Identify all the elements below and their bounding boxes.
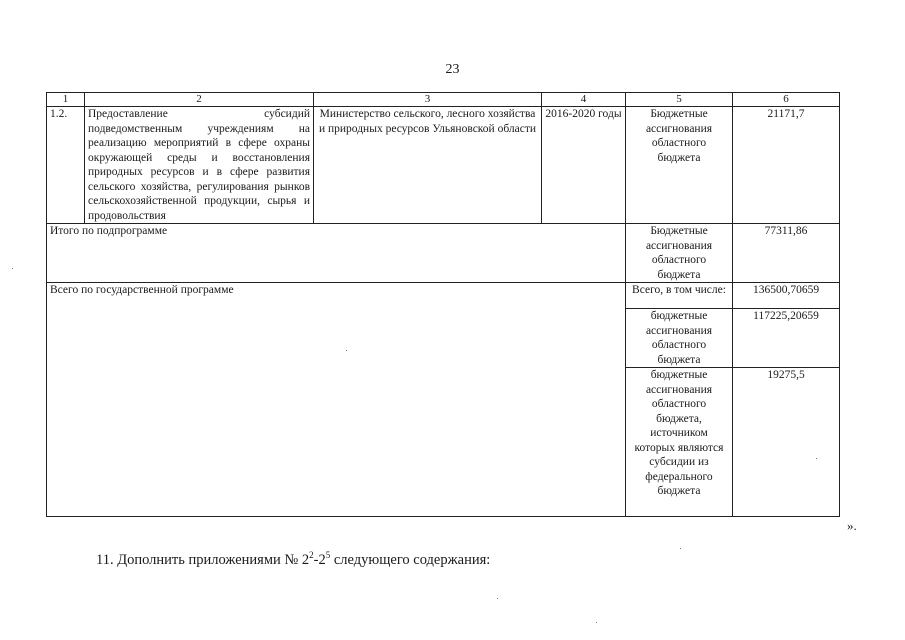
- funding-source-cell: Бюджетные ассигнования областного бюджета: [626, 107, 733, 224]
- amount-cell: 136500,70659: [733, 283, 840, 309]
- scan-speck: [12, 268, 13, 269]
- scan-speck: [346, 350, 347, 351]
- header-cell: 1: [47, 93, 85, 107]
- amendment-paragraph: [96, 550, 490, 569]
- funding-source-cell: Всего, в том числе:: [626, 283, 733, 309]
- grand-total-label: Всего по государственной программе: [47, 283, 626, 517]
- row-number: 1.2.: [47, 107, 85, 224]
- table-row: [47, 107, 840, 224]
- amount-cell: 21171,7: [733, 107, 840, 224]
- amendment-superscript: 5: [325, 550, 331, 560]
- budget-table: [46, 92, 840, 517]
- header-cell: 6: [733, 93, 840, 107]
- subtotal-row: [47, 224, 840, 283]
- amendment-superscript: 2: [309, 550, 314, 560]
- subtotal-label: Итого по подпрограмме: [47, 224, 626, 283]
- period-cell: 2016-2020 годы: [542, 107, 626, 224]
- page-number: 23: [445, 62, 460, 77]
- executor-cell: Министерство сельского, лесного хозяйства и природных ресурсов Ульяновской области: [314, 107, 542, 224]
- amendment-dash: -2: [313, 551, 326, 568]
- scan-speck: [596, 622, 597, 623]
- header-cell: 2: [85, 93, 314, 107]
- table-header-row: [47, 93, 840, 107]
- scan-speck: [497, 598, 498, 599]
- header-cell: 5: [626, 93, 733, 107]
- amendment-suffix: следующего содержания:: [330, 551, 491, 568]
- header-cell: 4: [542, 93, 626, 107]
- grand-total-row: [47, 283, 840, 309]
- scan-speck: [680, 548, 681, 549]
- closing-quote: ».: [847, 518, 857, 533]
- measure-description: Предоставление субсидий подведомственным учреждениям на реализацию мероприятий в сфере охраны окружающей среды и восстановления природных ресурсов и в сфере развития сельского хозяйства, регулирования рынков сельскохозяйственной продукции, сырья и продовольствия: [85, 107, 314, 224]
- amount-cell: 19275,5: [733, 368, 840, 517]
- scan-speck: [816, 458, 817, 459]
- header-cell: 3: [314, 93, 542, 107]
- funding-source-cell: бюджетные ассигнования областного бюджета: [626, 309, 733, 368]
- amendment-prefix: 11. Дополнить приложениями № 2: [96, 551, 310, 568]
- amount-cell: 117225,20659: [733, 309, 840, 368]
- funding-source-cell: Бюджетные ассигнования областного бюджета: [626, 224, 733, 283]
- amount-cell: 77311,86: [733, 224, 840, 283]
- funding-source-cell: бюджетные ассигнования областного бюджета, источником которых являются субсидии из федерального бюджета: [626, 368, 733, 517]
